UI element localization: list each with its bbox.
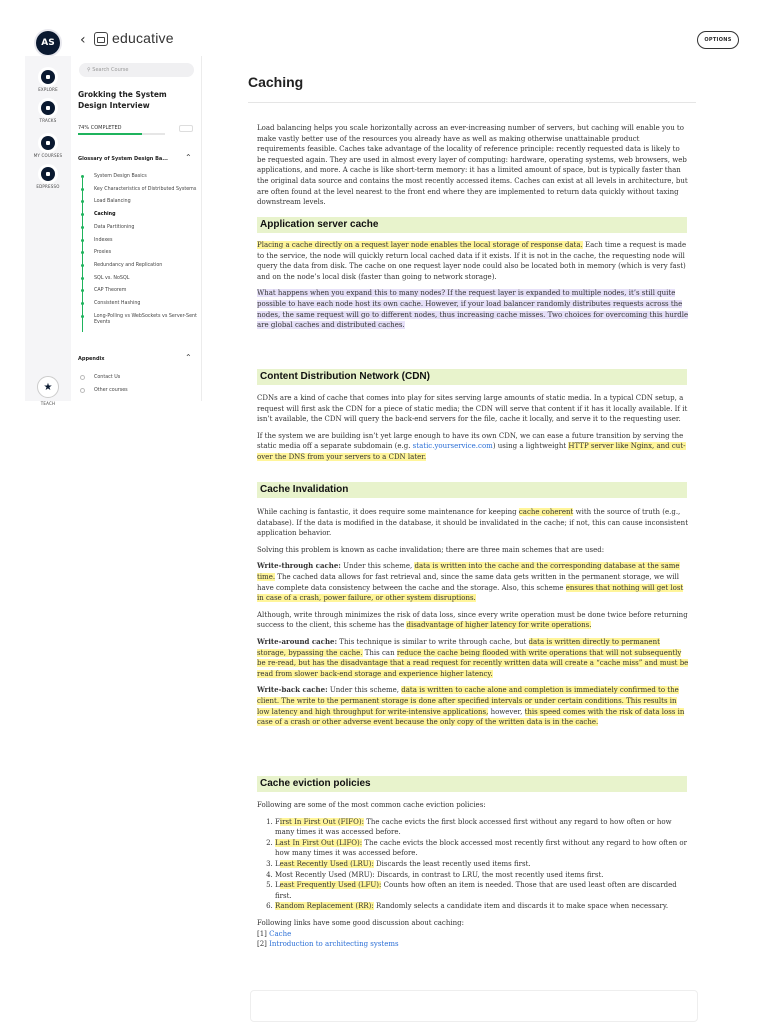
lesson-item[interactable] (78, 314, 198, 326)
text: Although, write through minimizes the risk of data loss, since every write operation must be done twice before returning success to the client, this scheme has the (257, 610, 688, 630)
text: L (275, 881, 280, 890)
lesson-label: System Design Basics (94, 174, 147, 179)
invalidation-section (257, 507, 689, 734)
lesson-label: Proxies (94, 250, 112, 256)
eviction-policy-list (257, 817, 689, 912)
reference-link-row (257, 929, 689, 940)
lesson-item[interactable] (78, 250, 198, 256)
text: Discards the least recently used items first. (373, 859, 531, 868)
lesson-item[interactable] (78, 199, 198, 205)
completed-dot-icon (81, 226, 84, 229)
highlight[interactable]: cache coherent (518, 508, 574, 516)
heading-eviction-policies: Cache eviction policies (257, 776, 687, 792)
eviction-policy-item (275, 859, 689, 870)
appendix-item-other-courses[interactable] (78, 388, 198, 394)
lesson-label: Caching (94, 212, 116, 218)
paragraph (257, 240, 689, 282)
tracks-icon (41, 101, 55, 115)
rail-item-explore[interactable] (25, 70, 71, 92)
term-write-through: Write-through cache: (257, 561, 341, 571)
appendix-item-contact[interactable] (78, 375, 198, 381)
text: Most Recently Used (MRU): Discards, in contrast to LRU, the most recently used items first. (275, 870, 604, 879)
rail-item-tracks[interactable] (25, 101, 71, 123)
lesson-item[interactable] (78, 276, 198, 282)
completed-dot-icon (81, 264, 84, 267)
lesson-label: SQL vs. NoSQL (94, 275, 130, 281)
highlight[interactable]: Last In First Out (LIFO): (275, 838, 363, 847)
link-static-subdomain[interactable]: static.yourservice.com (412, 442, 493, 451)
cdn-section (257, 393, 689, 469)
lesson-label: Data Partitioning (94, 224, 135, 230)
compass-icon (41, 70, 55, 84)
lesson-item[interactable] (78, 301, 198, 307)
rail-label: EXPLORE (38, 87, 58, 92)
paragraph (257, 685, 689, 727)
progress-label: 74% COMPLETED (78, 125, 122, 131)
eviction-policy-item (275, 838, 689, 859)
lesson-label: Long-Polling vs WebSockets vs Server-Sent Events (94, 313, 197, 325)
highlight[interactable]: data is written into the cache and the corresponding database at the same time. (257, 562, 680, 581)
reference-link-row (257, 939, 689, 950)
completed-dot-icon (81, 302, 84, 305)
completed-dot-icon (81, 175, 84, 178)
circle-icon (80, 375, 85, 380)
lesson-label: CAP Theorem (94, 288, 127, 294)
text: Under this scheme, (340, 562, 415, 571)
link-cache[interactable]: Cache (269, 929, 292, 938)
highlight[interactable]: irst In First Out (FIFO): (279, 817, 364, 826)
text: The cache evicts the block accessed most recently first without any regard to how often or how many times it was accessed before. (275, 838, 687, 858)
lesson-item[interactable] (78, 212, 198, 218)
highlight[interactable]: disadvantage of higher latency for write operations. (406, 621, 592, 630)
lesson-label: Load Balancing (94, 199, 131, 205)
eviction-policy-item (275, 880, 689, 901)
highlight[interactable]: HTTP server like Nginx, and cut-over the DNS from your servers to a CDN later. (257, 442, 686, 461)
text: This technique is similar to write through cache, but (337, 637, 529, 646)
appendix-item-label: Contact Us (94, 375, 121, 380)
term-write-around: Write-around cache: (257, 636, 338, 646)
rail-item-teach[interactable] (25, 376, 71, 406)
link-intro-architecting-systems[interactable]: Introduction to architecting systems (269, 940, 399, 949)
paragraph (257, 288, 689, 330)
lesson-item[interactable] (78, 187, 198, 193)
highlight[interactable]: east Recently Used (LRU): (279, 859, 374, 868)
paragraph (257, 507, 689, 539)
highlight[interactable]: Placing a cache directly on a request layer node enables the local storage of response data. (257, 241, 583, 249)
highlight[interactable]: ensures that nothing will get lost in case of a crash, power failure, or other system disruptions. (257, 583, 684, 603)
paragraph: Following are some of the most common cache eviction policies: (257, 801, 486, 809)
lesson-item[interactable] (78, 263, 198, 269)
term-write-back: Write-back cache: (257, 685, 328, 695)
completed-dot-icon (81, 200, 84, 203)
chevron-up-icon[interactable]: ⌃ (185, 153, 192, 162)
paragraph (257, 561, 689, 603)
avatar[interactable]: AS (36, 31, 60, 55)
appendix-list (78, 375, 198, 401)
left-rail (25, 56, 71, 406)
highlight[interactable]: data is written to cache alone and completion is immediately confirmed to the client. The write to the permanent storage is done after specified intervals or under certain conditions. This results in low latency and high throughput for write-intensive applications, (257, 686, 679, 716)
rail-label: MY COURSES (33, 153, 63, 158)
divider (248, 102, 696, 103)
rail-label: TRACKS (39, 118, 57, 123)
text: Counts how often an item is needed. Those that are used least often are discarded first. (275, 881, 677, 900)
paragraph: Solving this problem is known as cache invalidation; there are three main schemes that are used: (257, 545, 605, 554)
heading-cdn: Content Distribution Network (CDN) (257, 369, 687, 385)
lesson-item[interactable] (78, 288, 198, 294)
top-bar (0, 0, 768, 56)
paragraph (257, 431, 689, 463)
appendix-heading[interactable]: Appendix (78, 356, 105, 362)
progress-toggle[interactable] (179, 125, 193, 132)
course-sidebar (71, 56, 202, 401)
search-icon: ⚲ (87, 67, 91, 73)
paragraph: Following links have some good discussion about caching: (257, 918, 464, 927)
highlight[interactable]: this speed comes with the risk of data loss in case of a crash or other adverse event because the only copy of the written data is in the cache. (257, 707, 685, 727)
lesson-item[interactable] (78, 225, 198, 231)
highlight[interactable]: east Frequently Used (LFU): (279, 881, 382, 890)
completed-dot-icon (81, 213, 84, 216)
heading-app-server-cache: Application server cache (257, 217, 687, 233)
text: with the source of truth (e.g., database). If the data is modified in the database, it should be invalidated in the cache; if not, this can cause inconsistent application behavior. (257, 508, 689, 538)
options-button[interactable]: OPTIONS (697, 31, 739, 49)
completed-dot-icon (81, 277, 84, 280)
lesson-item[interactable] (78, 174, 198, 180)
paragraph: CDNs are a kind of cache that comes into play for sites serving large amounts of static media. In a typical CDN setup, a request will first ask the CDN for a piece of static media; the CDN will serve that content if it has it locally available. If it isn’t available, the CDN will query the back-end servers for the file, cache it locally, and serve it to the requesting user. (257, 394, 688, 424)
paragraph (257, 610, 689, 631)
highlight[interactable]: What happens when you expand this to many nodes? If the request layer is expanded to multiple nodes, it’s still quite possible to have each node host its own cache. However, if your load balancer randomly distributes requests across the nodes, the same request will go to different nodes, thus increasing cache misses. Two choices for overcoming this hurdle are global caches and distributed caches. (257, 289, 689, 330)
rail-label: TEACH (40, 401, 56, 406)
text: If the system we are building isn’t yet large enough to have its own CDN, we can ease a future transition by serving the static media off a separate subdomain (e.g. (257, 431, 684, 451)
appendix-item-label: Other courses (94, 388, 128, 393)
coffee-cup-icon (41, 167, 55, 181)
educative-logo-icon (94, 32, 108, 46)
ref-number: [1] (257, 929, 270, 938)
lesson-label: Indexes (94, 237, 113, 243)
courses-icon (41, 136, 55, 150)
completed-dot-icon (81, 315, 84, 318)
completed-dot-icon (81, 188, 84, 191)
text: The cached data allows for fast retrieval and, since the same data gets written in the permanent storage, we will have complete data consistency between the cache and the storage. Also, this scheme (257, 572, 679, 592)
paragraph (257, 637, 689, 679)
rail-label: EDPRESSO (36, 184, 60, 189)
text: The cache evicts the first block accessed first without any regard to how often or how many times it was accessed before. (275, 817, 672, 837)
search-placeholder: Search Course (92, 67, 129, 73)
paragraph: Load balancing helps you scale horizontally across an ever-increasing number of servers, but caching will enable you to make vastly better use of the resources you already have as well as making otherwise unattainable product requirements feasible. Caches take advantage of the locality of reference principle: recently requested data is likely to be requested again. They are used in almost every layer of computing: hardware, operating systems, web browsers, web applications, and more. A cache is like short-term memory: it has a limited amount of space, but is typically faster than the original data source and contains the most recently accessed items. Caches can exist at all levels in architecture, but are often found at the level nearest to the front end where they are implemented to return data quickly without taxing downstream levels. (257, 124, 688, 207)
chevron-up-icon[interactable]: ⌃ (185, 353, 192, 362)
search-input[interactable] (79, 63, 194, 77)
page-title: Caching (248, 74, 304, 90)
text: Each time a request is made to the service, the node will quickly return local cached data if it exists. If it is not in the cache, the requesting node will query the data from disk. The cache on one request layer node could also be located both in memory (which is very fast) and on the node’s local disk (faster than going to network storage). (257, 241, 687, 281)
ref-number: [2] (257, 940, 270, 949)
text: however, (488, 707, 525, 716)
lesson-list (78, 174, 198, 333)
logo-text[interactable]: educative (112, 30, 174, 46)
highlight[interactable]: data is written directly to permanent storage, bypassing the cache. (257, 637, 660, 657)
intro-paragraph (257, 123, 689, 214)
app-server-section (257, 240, 689, 337)
lesson-label: Key Characteristics of Distributed Systems (94, 186, 197, 192)
glossary-heading[interactable]: Glossary of System Design Ba... (78, 156, 168, 162)
completed-dot-icon (81, 289, 84, 292)
course-title[interactable]: Grokking the System Design Interview (78, 90, 167, 110)
star-icon: ★ (37, 376, 59, 398)
highlight[interactable]: Random Replacement (RR): (275, 902, 374, 911)
completed-dot-icon (81, 239, 84, 242)
highlight[interactable]: reduce the cache being flooded with write operations that will not subsequently be re-read, but has the disadvantage that a read request for recently written data will create a “cache miss” and must be read from slower back-end storage and experience higher latency. (257, 648, 689, 678)
text: ) using a lightweight (492, 442, 569, 451)
text: While caching is fantastic, it does require some maintenance for keeping (257, 508, 519, 516)
text: This can (362, 648, 397, 657)
text: Under this scheme, (327, 686, 402, 695)
text: Randomly selects a candidate item and discards it to make space when necessary. (373, 902, 669, 911)
rail-item-edpresso[interactable] (25, 167, 71, 189)
progress-bar (78, 133, 165, 135)
eviction-policy-item (275, 901, 689, 912)
completed-dot-icon (81, 251, 84, 254)
rail-item-my-courses[interactable] (25, 136, 71, 158)
back-chevron-icon[interactable]: ‹ (80, 32, 86, 48)
eviction-section (257, 800, 689, 950)
eviction-policy-item (275, 870, 689, 881)
text: F (275, 817, 280, 826)
lesson-label: Redundancy and Replication (94, 262, 163, 268)
lesson-item[interactable] (78, 238, 198, 244)
lesson-footer (250, 990, 698, 1022)
text: L (275, 859, 280, 868)
circle-icon (80, 388, 85, 393)
heading-cache-invalidation: Cache Invalidation (257, 482, 687, 498)
progress-fill (78, 133, 142, 135)
lesson-label: Consistent Hashing (94, 301, 141, 307)
eviction-policy-item (275, 817, 689, 838)
